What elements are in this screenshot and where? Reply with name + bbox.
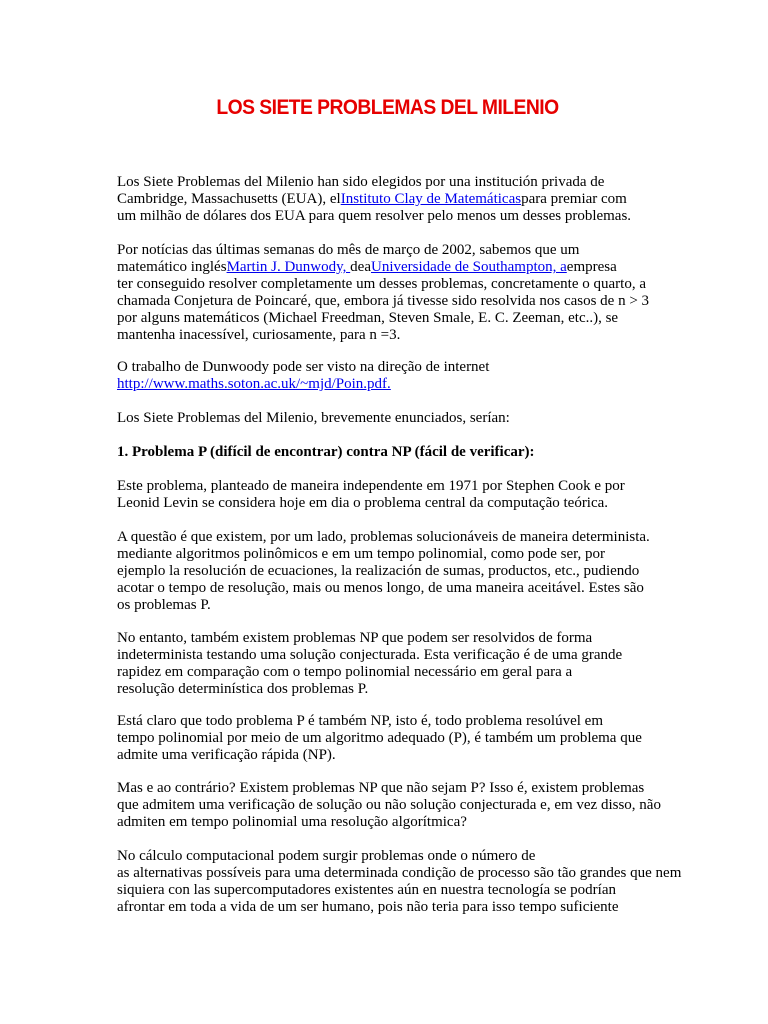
text-line: as alternativas possíveis para uma determinada condição de processo são tão grandes que nem — [117, 865, 682, 881]
text-line: mantenha inacessível, curiosamente, para n =3. — [117, 327, 401, 343]
paragraph-np-problems — [117, 630, 662, 698]
section-heading-p-vs-np: 1. Problema P (difícil de encontrar) contra NP (fácil de verificar): — [117, 444, 535, 460]
text-line: rapidez em comparação com o tempo polinomial necessário em geral para a — [117, 664, 573, 680]
text-run: Cambridge, Massachusetts (EUA), el — [117, 191, 341, 207]
text-line: admiten em tempo polinomial uma resolução algorítmica? — [117, 814, 467, 830]
text-line: Está claro que todo problema P é também NP, isto é, todo problema resolúvel em — [117, 713, 603, 729]
text-line: acotar o tempo de resolução, mais ou menos longo, de uma maneira aceitável. Estes são — [117, 580, 644, 596]
paragraph-dunwoody-news — [117, 242, 662, 344]
paragraph-p-subset-np — [117, 713, 662, 764]
text-run: dea — [350, 259, 371, 275]
paragraph-problems-intro — [117, 410, 662, 427]
paragraph-computational-limits — [117, 848, 682, 916]
text-line: resolução determinística dos problemas P. — [117, 681, 369, 697]
text-line: Por notícias das últimas semanas do mês de março de 2002, sabemos que um — [117, 242, 580, 258]
text-line: No cálculo computacional podem surgir problemas onde o número de — [117, 848, 536, 864]
paragraph-converse-question — [117, 780, 662, 831]
clay-institute-link[interactable]: Instituto Clay de Matemáticas — [340, 191, 522, 207]
text-line: O trabalho de Dunwoody pode ser visto na direção de internet — [117, 359, 490, 375]
paragraph-dunwoody-work — [117, 359, 662, 393]
text-line — [117, 259, 662, 276]
text-line: indeterminista testando uma solução conjecturada. Esta verificação é de uma grande — [117, 647, 623, 663]
text-line: admite uma verificação rápida (NP). — [117, 747, 336, 763]
paragraph-p-problems — [117, 529, 662, 614]
text-run: para premiar com — [521, 191, 627, 207]
text-line: afrontar em toda a vida de um ser humano, pois não teria para isso tempo suficiente — [117, 899, 619, 915]
text-line: tempo polinomial por meio de um algoritmo adequado (P), é também um problema que — [117, 730, 642, 746]
text-run: empresa — [566, 259, 617, 275]
martin-dunwody-link[interactable]: Martin J. Dunwody, — [226, 259, 351, 275]
paragraph-intro — [117, 174, 662, 225]
text-line: que admitem uma verificação de solução ou não solução conjecturada e, em vez disso, não — [117, 797, 661, 813]
text-line: No entanto, também existem problemas NP que podem ser resolvidos de forma — [117, 630, 593, 646]
southampton-university-link[interactable]: Universidade de Southampton, a — [371, 259, 567, 275]
text-line: A questão é que existem, por um lado, problemas solucionáveis de maneira determinista. — [117, 529, 650, 545]
text-line: Los Siete Problemas del Milenio han sido elegidos por una institución privada de — [117, 174, 605, 190]
text-line — [117, 376, 662, 393]
text-line: os problemas P. — [117, 597, 211, 613]
text-line: Los Siete Problemas del Milenio, brevemente enunciados, serían: — [117, 410, 510, 426]
poincare-pdf-link[interactable]: http://www.maths.soton.ac.uk/~mjd/Poin.pdf. — [117, 376, 391, 392]
text-line: ter conseguido resolver completamente um desses problemas, concretamente o quarto, a — [117, 276, 646, 292]
text-line — [117, 191, 662, 208]
document-title: LOS SIETE PROBLEMAS DEL MILENIO — [216, 96, 559, 119]
text-line: chamada Conjetura de Poincaré, que, embora já tivesse sido resolvida nos casos de n > 3 — [117, 293, 650, 309]
text-line: Leonid Levin se considera hoje em dia o problema central da computação teórica. — [117, 495, 609, 511]
paragraph-p-vs-np-origin — [117, 478, 662, 512]
text-run: matemático inglés — [117, 259, 227, 275]
text-line: Mas e ao contrário? Existem problemas NP que não sejam P? Isso é, existem problemas — [117, 780, 645, 796]
text-line: Este problema, planteado de maneira independente em 1971 por Stephen Cook e por — [117, 478, 625, 494]
text-line: por alguns matemáticos (Michael Freedman, Steven Smale, E. C. Zeeman, etc..), se — [117, 310, 619, 326]
text-line: um milhão de dólares dos EUA para quem resolver pelo menos um desses problemas. — [117, 208, 632, 224]
text-line: mediante algoritmos polinômicos e em um tempo polinomial, como pode ser, por — [117, 546, 606, 562]
text-line: ejemplo la resolución de ecuaciones, la realización de sumas, productos, etc., pudiendo — [117, 563, 640, 579]
text-line: siquiera con las supercomputadores existentes aún en nuestra tecnología se podrían — [117, 882, 617, 898]
